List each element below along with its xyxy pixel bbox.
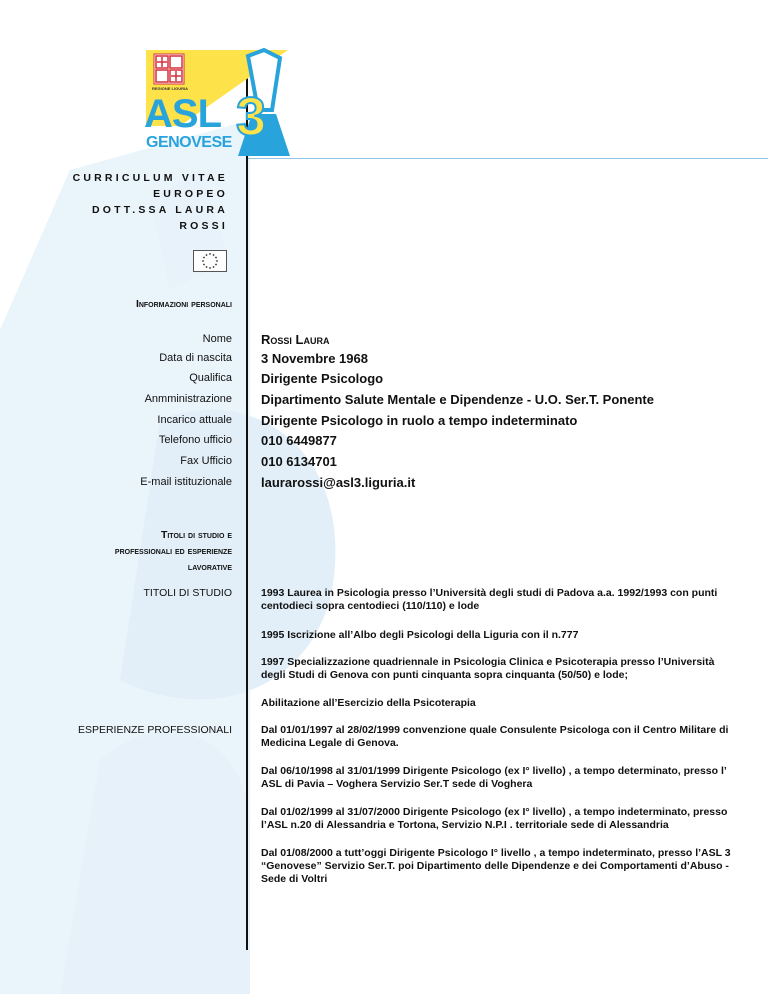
titles-heading-line2: professionali ed esperienze [114, 545, 232, 557]
titles-heading [115, 527, 232, 575]
experience-item: Dal 01/08/2000 a tutt’oggi Dirigente Psicologo I° livello , a tempo indeterminato, presso l’ASL 3 “Genovese” Servizio Ser.T. poi Dipartimento delle Dipendenze e dei Comportamenti d’Abuso - Sede di Voltri [261, 847, 731, 885]
field-label-fax: Fax Ufficio [180, 455, 232, 467]
experience-item: Dal 01/02/1999 al 31/07/2000 Dirigente Psicologo (ex I° livello) , a tempo indeterminato, presso l’ASL n.20 di Alessandria e Tortona, Servizio N.P.I . territoriale sede di Alessandria [261, 806, 728, 831]
cv-title-line2: EUROPEO [153, 188, 228, 200]
experience-label: ESPERIENZE PROFESSIONALI [77, 724, 232, 736]
cv-title-line1: CURRICULUM VITAE [72, 172, 228, 184]
study-item: Abilitazione all’Esercizio della Psicoterapia [261, 697, 476, 709]
field-label-qualifica: Qualifica [189, 372, 232, 384]
personal-info-heading: Informazioni personali [135, 298, 232, 310]
field-value-birthdate: 3 Novembre 1968 [261, 351, 368, 366]
studies-label: TITOLI DI STUDIO [143, 587, 232, 599]
column-divider [246, 62, 248, 950]
eu-flag-icon [193, 250, 227, 272]
field-value-fax: 010 6134701 [261, 454, 337, 469]
logo-number: 3 [236, 87, 267, 147]
field-label-email: E-mail istituzionale [140, 476, 232, 488]
logo-asl-text: ASL [144, 92, 221, 136]
titles-heading-line3: lavorative [187, 561, 232, 573]
asl3-logo [140, 48, 300, 158]
field-label-birthdate: Data di nascita [159, 352, 232, 364]
study-item: 1997 Specializzazione quadriennale in Psicologia Clinica e Psicoterapia presso l’Università degli Studi di Genova con punti cinquanta sopra cinquanta (50/50) e lode; [261, 656, 715, 681]
field-value-administration: Dipartimento Salute Mentale e Dipendenze - U.O. Ser.T. Ponente [261, 392, 654, 407]
field-label-role: Incarico attuale [157, 414, 232, 426]
field-value-qualifica: Dirigente Psicologo [261, 371, 384, 386]
field-value-role: Dirigente Psicologo in ruolo a tempo indeterminato [261, 413, 578, 428]
field-value-nome: Rossi Laura [261, 332, 330, 347]
field-value-phone: 010 6449877 [261, 433, 337, 448]
experience-item: Dal 06/10/1998 al 31/01/1999 Dirigente Psicologo (ex I° livello) , a tempo determinato, presso l’ ASL di Pavia – Voghera Servizio Ser.T sede di Voghera [261, 765, 727, 790]
field-label-nome: Nome [202, 333, 232, 345]
cv-title-line3: DOTT.SSA LAURA [92, 204, 228, 216]
titles-heading-line1: Titoli di studio e [160, 529, 232, 541]
field-label-phone: Telefono ufficio [158, 434, 232, 446]
field-value-email: laurarossi@asl3.liguria.it [261, 475, 416, 490]
logo-genovese-text: GENOVESE [146, 134, 232, 151]
cv-title [73, 170, 228, 234]
study-item: 1995 Iscrizione all’Albo degli Psicologi della Liguria con il n.777 [261, 629, 579, 641]
region-label: REGIONE LIGURIA [152, 86, 189, 91]
cv-title-line4: ROSSI [179, 220, 228, 232]
header-rule [248, 158, 768, 159]
field-label-administration: Anmministrazione [144, 393, 232, 405]
experience-item: Dal 01/01/1997 al 28/02/1999 convenzione quale Consulente Psicologa con il Centro Militare di Medicina Legale di Genova. [261, 724, 729, 749]
study-item: 1993 Laurea in Psicologia presso l’Università degli studi di Padova a.a. 1992/1993 con punti centodieci sopra centodieci (110/110) e lode [261, 587, 718, 612]
